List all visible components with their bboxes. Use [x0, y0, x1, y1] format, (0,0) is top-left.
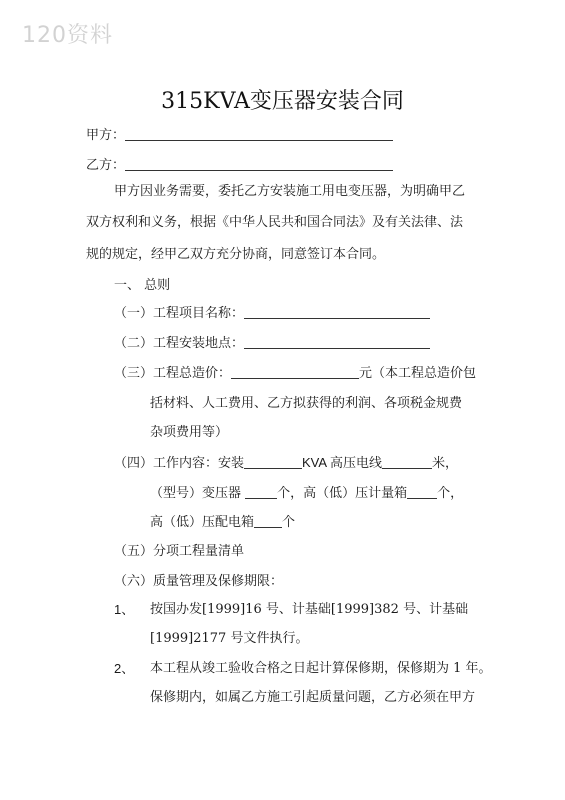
clause-2-line-1: 本工程从竣工验收合格之日起计算保修期，保修期为 1 年。 — [150, 661, 492, 676]
section-general-heading: 一、 总则 — [114, 278, 171, 293]
party-b-blank — [125, 156, 393, 171]
item-project-name — [114, 304, 430, 323]
item-quality-warranty: （六）质量管理及保修期限： — [114, 574, 284, 589]
contract-title: 315KVA变压器安装合同 — [161, 89, 404, 114]
item-work-content-line-3 — [150, 513, 295, 532]
item-project-name-label: （一）工程项目名称： — [114, 306, 245, 321]
work-content-distribution-box: 高（低）压配电箱 — [150, 515, 255, 530]
item-install-location-label: （二）工程安装地点： — [114, 336, 245, 351]
work-content-meter-box: 个，高（低）压计量箱 — [277, 486, 408, 501]
item-install-location — [114, 334, 430, 353]
clause-2-number: 2、 — [114, 661, 135, 676]
work-content-meter: 米， — [431, 456, 458, 471]
work-content-unit: 个， — [437, 486, 464, 501]
wire-length-blank — [382, 454, 432, 469]
party-b-label: 乙方： — [86, 158, 126, 173]
party-b-line — [86, 156, 393, 175]
work-content-kva: KVA 高压电线 — [302, 455, 382, 470]
party-a-line — [86, 126, 393, 145]
meter-box-count-blank — [407, 484, 437, 499]
item-work-content-line-2 — [150, 484, 463, 503]
clause-1-line-1: 按国办发[1999]16 号、计基础[1999]382 号、计基础 — [150, 602, 469, 617]
item-quantity-list: （五）分项工程量清单 — [114, 544, 245, 559]
clause-1-line-2: [1999]2177 号文件执行。 — [150, 631, 309, 646]
kva-blank — [244, 454, 302, 469]
intro-line-2: 双方权利和义务，根据《中华人民共和国合同法》及有关法律、法 — [86, 215, 464, 230]
distribution-box-count-blank — [254, 513, 282, 528]
work-content-transformer: （型号）变压器 — [150, 486, 242, 501]
intro-line-1: 甲方因业务需要，委托乙方安装施工用电变压器，为明确甲乙 — [114, 184, 466, 199]
install-location-blank — [244, 334, 430, 349]
item-total-cost-line-3: 杂项费用等） — [150, 425, 229, 440]
intro-line-3: 规的规定，经甲乙双方充分协商，同意签订本合同。 — [86, 247, 386, 262]
transformer-count-blank — [245, 484, 277, 499]
watermark: 120资料 — [22, 23, 113, 48]
party-a-label: 甲方： — [86, 128, 126, 143]
party-a-blank — [125, 126, 393, 141]
item-work-content — [114, 454, 458, 473]
item-total-cost-line-2: 括材料、人工费用、乙方拟获得的利润、各项税金规费 — [150, 396, 463, 411]
item-total-cost-label: （三）工程总造价： — [114, 366, 232, 381]
project-name-blank — [244, 304, 430, 319]
clause-1-number: 1、 — [114, 602, 135, 617]
total-cost-blank — [231, 364, 359, 379]
clause-2-line-2: 保修期内，如属乙方施工引起质量问题，乙方必须在甲方 — [150, 690, 476, 705]
work-content-unit-2: 个 — [282, 515, 296, 530]
work-content-label: （四）工作内容：安装 — [114, 456, 245, 471]
item-total-cost-note: 元（本工程总造价包 — [359, 366, 477, 381]
item-total-cost — [114, 364, 476, 383]
